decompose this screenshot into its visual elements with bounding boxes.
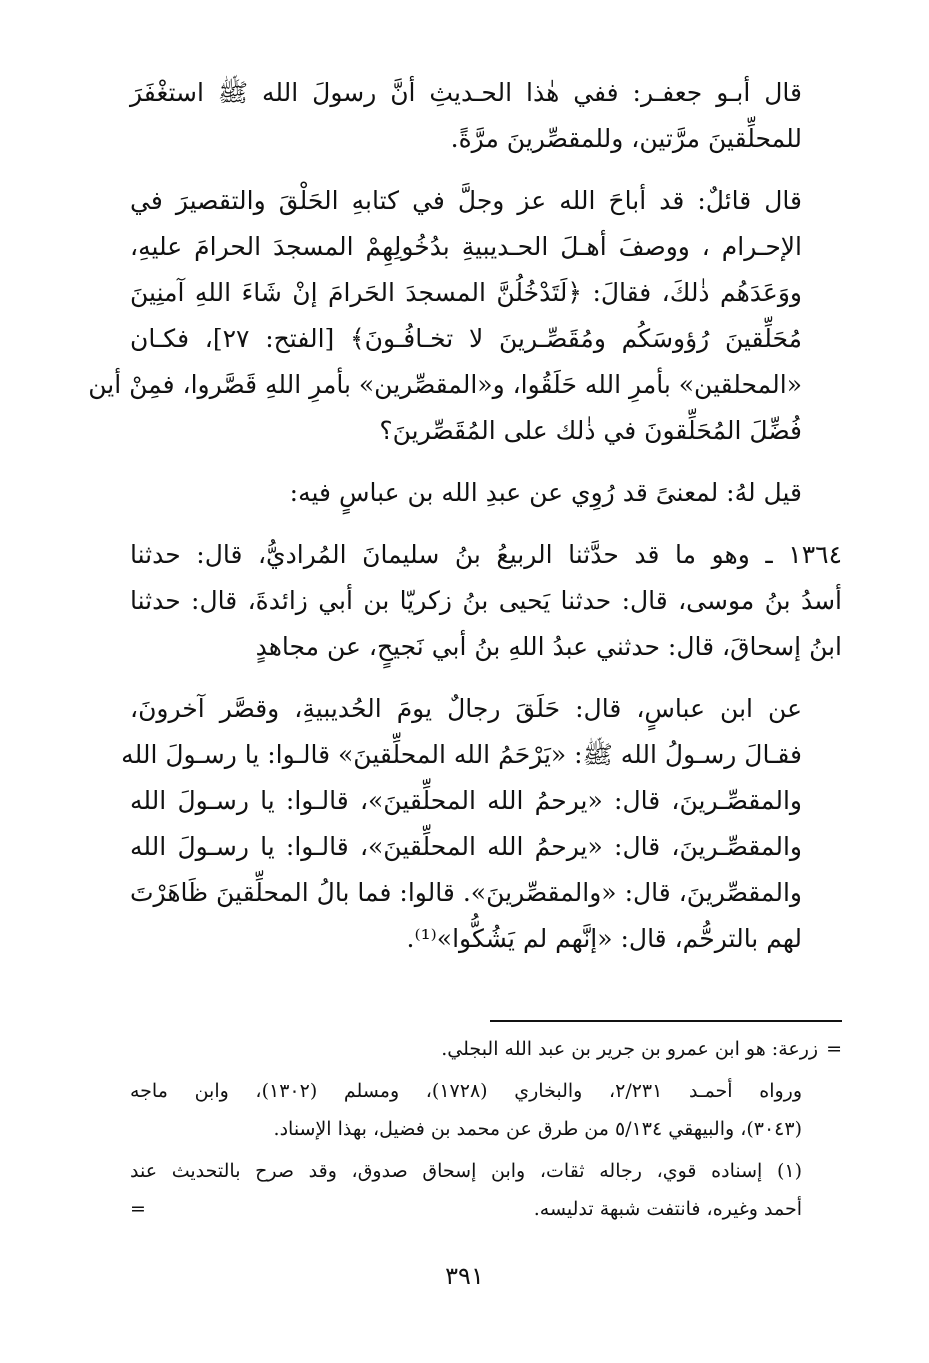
text-line: والمقصِّرينَ، قال: «والمقصِّرينَ». قالوا: فما بالُ المحلِّقينَ ظَاهَرْتَ [130, 878, 802, 907]
paragraph-reply [130, 470, 842, 516]
text-line: فقـالَ رسـولُ الله ﷺ: «يَرْحَمُ الله المحلِّقينَ» قالـوا: يا رسـولَ الله [121, 740, 802, 769]
text-line: ابنُ إسحاقَ، قال: حدثني عبدُ اللهِ بنُ أبي نَجيحٍ، عن مجاهدٍ [255, 632, 842, 661]
text-line: قال أبـو جعفـر: ففي هٰذا الحـديثِ أنَّ رسولَ الله ﷺ استغْفَرَ [130, 78, 802, 107]
text-line: أسدُ بنُ موسى، قال: حدثنا يَحيى بنُ زكريّا بن أبي زائدةَ، قال: حدثنا [130, 586, 842, 615]
text-line: مُحَلِّقينَ رُؤوسَكُم ومُقَصِّـرينَ لا تخـافُـونَ﴾ [الفتح: ٢٧]، فكـان [130, 324, 802, 353]
paragraph-objection [88, 178, 842, 454]
page-number: ٣٩١ [445, 1262, 484, 1290]
text-line: «المحلقين» بأمرِ الله حَلَقُوا، و«المقصِّرين» بأمرِ اللهِ قَصَّروا، فمِنْ أين [88, 370, 802, 399]
main-text [88, 70, 842, 978]
footnote-line: (١) إسناده قوي، رجاله ثقات، وابن إسحاق صدوق، وقد صرح بالتحديث عند [130, 1160, 802, 1182]
footnote-text: زرعة: هو ابن عمرو بن جرير بن عبد الله البجلي. [441, 1038, 819, 1060]
text-line: فُضِّلَ المُحَلِّقونَ في ذٰلك على المُقَصِّرينَ؟ [379, 416, 802, 445]
text-line: قيل لهُ: لمعنىً قد رُوِي عن عبدِ الله بن عباسٍ فيه: [289, 478, 802, 507]
hadith-matn [121, 686, 842, 962]
footnote-line: ورواه أحمـد ٢/٢٣١، والبخاري (١٧٢٨)، ومسلم (١٣٠٢)، وابن ماجه [130, 1080, 802, 1102]
footnote-divider [490, 1020, 842, 1022]
footnote-line: (٣٠٤٣)، والبيهقي ٥/١٣٤ من طرق عن محمد بن فضيل، بهذا الإسناد. [273, 1118, 802, 1140]
text-line: لهم بالترحُّم، قال: «إنَّهم لم يَشُكُّوا»⁽¹⁾. [406, 924, 802, 953]
continuation-mark: = [130, 1198, 146, 1220]
hadith-isnad [130, 532, 842, 670]
text-line: ١٣٦٤ ـ وهو ما قد حدَّثنا الربيعُ بنُ سليمانَ المُراديُّ، قال: حدثنا [130, 540, 842, 569]
footnote-continuation [130, 1030, 842, 1068]
text-line: للمحلِّقينَ مرَّتين، وللمقصِّرينَ مرَّةً. [450, 124, 802, 153]
footnote-line: أحمد وغيره، فانتفت شبهة تدليسه. [533, 1198, 802, 1220]
text-line: والمقصِّـرينَ، قال: «يرحمُ الله المحلِّقينَ»، قالـوا: يا رسـولَ الله [130, 786, 802, 815]
paragraph-abu-jafar [130, 70, 842, 162]
text-line: ووَعَدَهُم ذٰلكَ، فقالَ: ﴿لَتَدْخُلُنَّ المسجدَ الحَرامَ إنْ شَاءَ اللهِ آمنِينَ [130, 278, 802, 307]
text-line: الإحـرام ، ووصفَ أهـلَ الحـديبيةِ بدُخُولِهِمْ المسجدَ الحرامَ عليهِ، [130, 232, 802, 261]
text-line: عن ابن عباسٍ، قال: حَلَقَ رجالٌ يومَ الحُديبيةِ، وقصَّر آخرونَ، [130, 694, 802, 723]
footnote-1 [130, 1152, 842, 1228]
text-line: والمقصِّـرينَ، قال: «يرحمُ الله المحلِّقينَ»، قالـوا: يا رسـولَ الله [130, 832, 802, 861]
continuation-mark: = [826, 1038, 842, 1060]
footnotes [130, 1030, 842, 1232]
text-line: قال قائلٌ: قد أباحَ الله عز وجلَّ في كتابهِ الحَلْقَ والتقصيرَ في [130, 186, 802, 215]
footnote-sources [130, 1072, 842, 1148]
footnote-line [130, 1030, 842, 1068]
